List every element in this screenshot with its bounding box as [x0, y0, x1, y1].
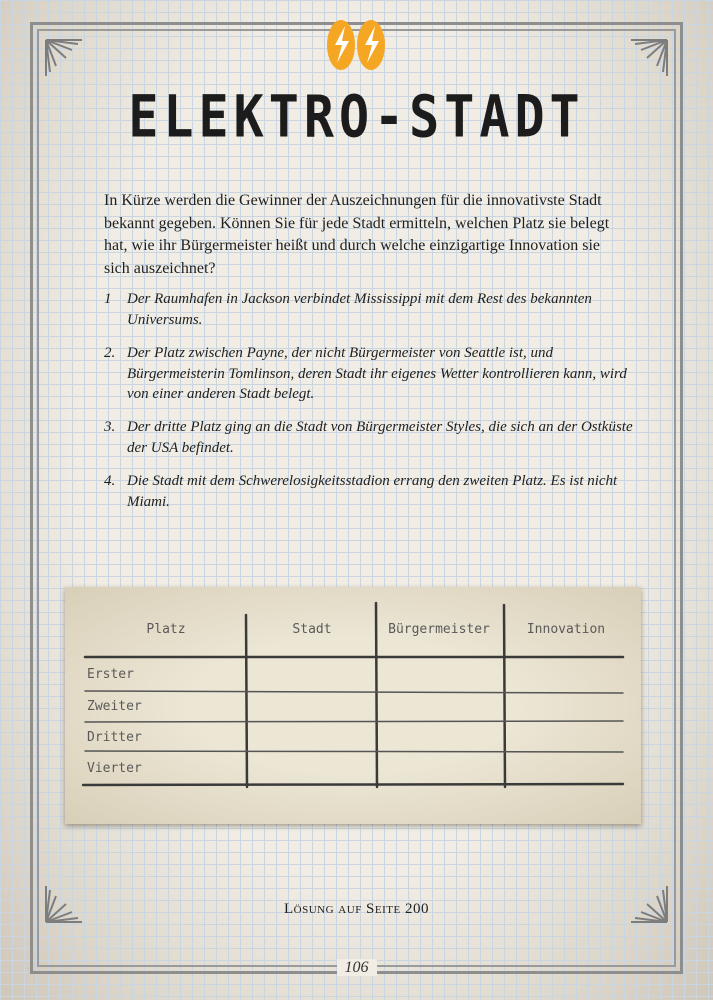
clue-number: 3.: [104, 419, 116, 435]
clue-item: [104, 343, 637, 405]
table-header: Platz: [146, 622, 186, 637]
page-number-text: 106: [337, 959, 377, 976]
table-row-label: Erster: [87, 667, 134, 682]
clue-item: [104, 417, 637, 458]
clue-text: Der Platz zwischen Payne, der nicht Bürgermeister von Seattle ist, und Bürgermeisterin Tomlinson, deren Stadt ihr eigenes Wetter kontrollieren kann, wird von einer anderen Stadt belegt.: [127, 345, 627, 402]
clue-number: 4.: [104, 473, 116, 489]
clue-number: 2.: [104, 345, 116, 361]
table-row-label: Zweiter: [87, 699, 142, 714]
sunburst-corner-icon: [42, 36, 88, 82]
page-number: [0, 959, 713, 977]
solution-reference: [0, 901, 713, 918]
lightning-bolt-icon: [327, 20, 355, 70]
table-header: Bürgermeister: [388, 622, 490, 637]
intro-text: In Kürze werden die Gewinner der Auszeichnungen für die innovativste Stadt bekannt gegeben. Können Sie für jede Stadt ermitteln, welchen Platz sie belegt hat, wie ihr Bürgermeister heißt und durch welche einzigartige Innovation sie sich auszeichnet?: [104, 192, 610, 277]
clue-text: Der dritte Platz ging an die Stadt von Bürgermeister Styles, die sich an der Ostküste der USA befindet.: [127, 419, 633, 456]
table-header: Stadt: [292, 622, 332, 637]
sunburst-corner-icon: [625, 36, 671, 82]
difficulty-lightning-icon: [324, 14, 388, 74]
clue-text: Der Raumhafen in Jackson verbindet Mississippi mit dem Rest des bekannten Universums.: [127, 291, 592, 328]
clue-item: [104, 471, 637, 512]
table-row-label: Dritter: [87, 730, 142, 745]
puzzle-title: ELEKTRO-STADT: [128, 83, 585, 151]
solution-grid-card: [65, 587, 641, 824]
solution-reference-text: Lösung auf Seite 200: [284, 901, 429, 917]
table-header: Innovation: [526, 622, 606, 637]
clue-item: [104, 289, 637, 330]
clue-text: Die Stadt mit dem Schwerelosigkeitsstadion errang den zweiten Platz. Es ist nicht Miami.: [127, 473, 618, 510]
table-row-label: Vierter: [87, 761, 142, 776]
lightning-bolt-icon: [357, 20, 385, 70]
clue-number: 1: [104, 291, 112, 307]
